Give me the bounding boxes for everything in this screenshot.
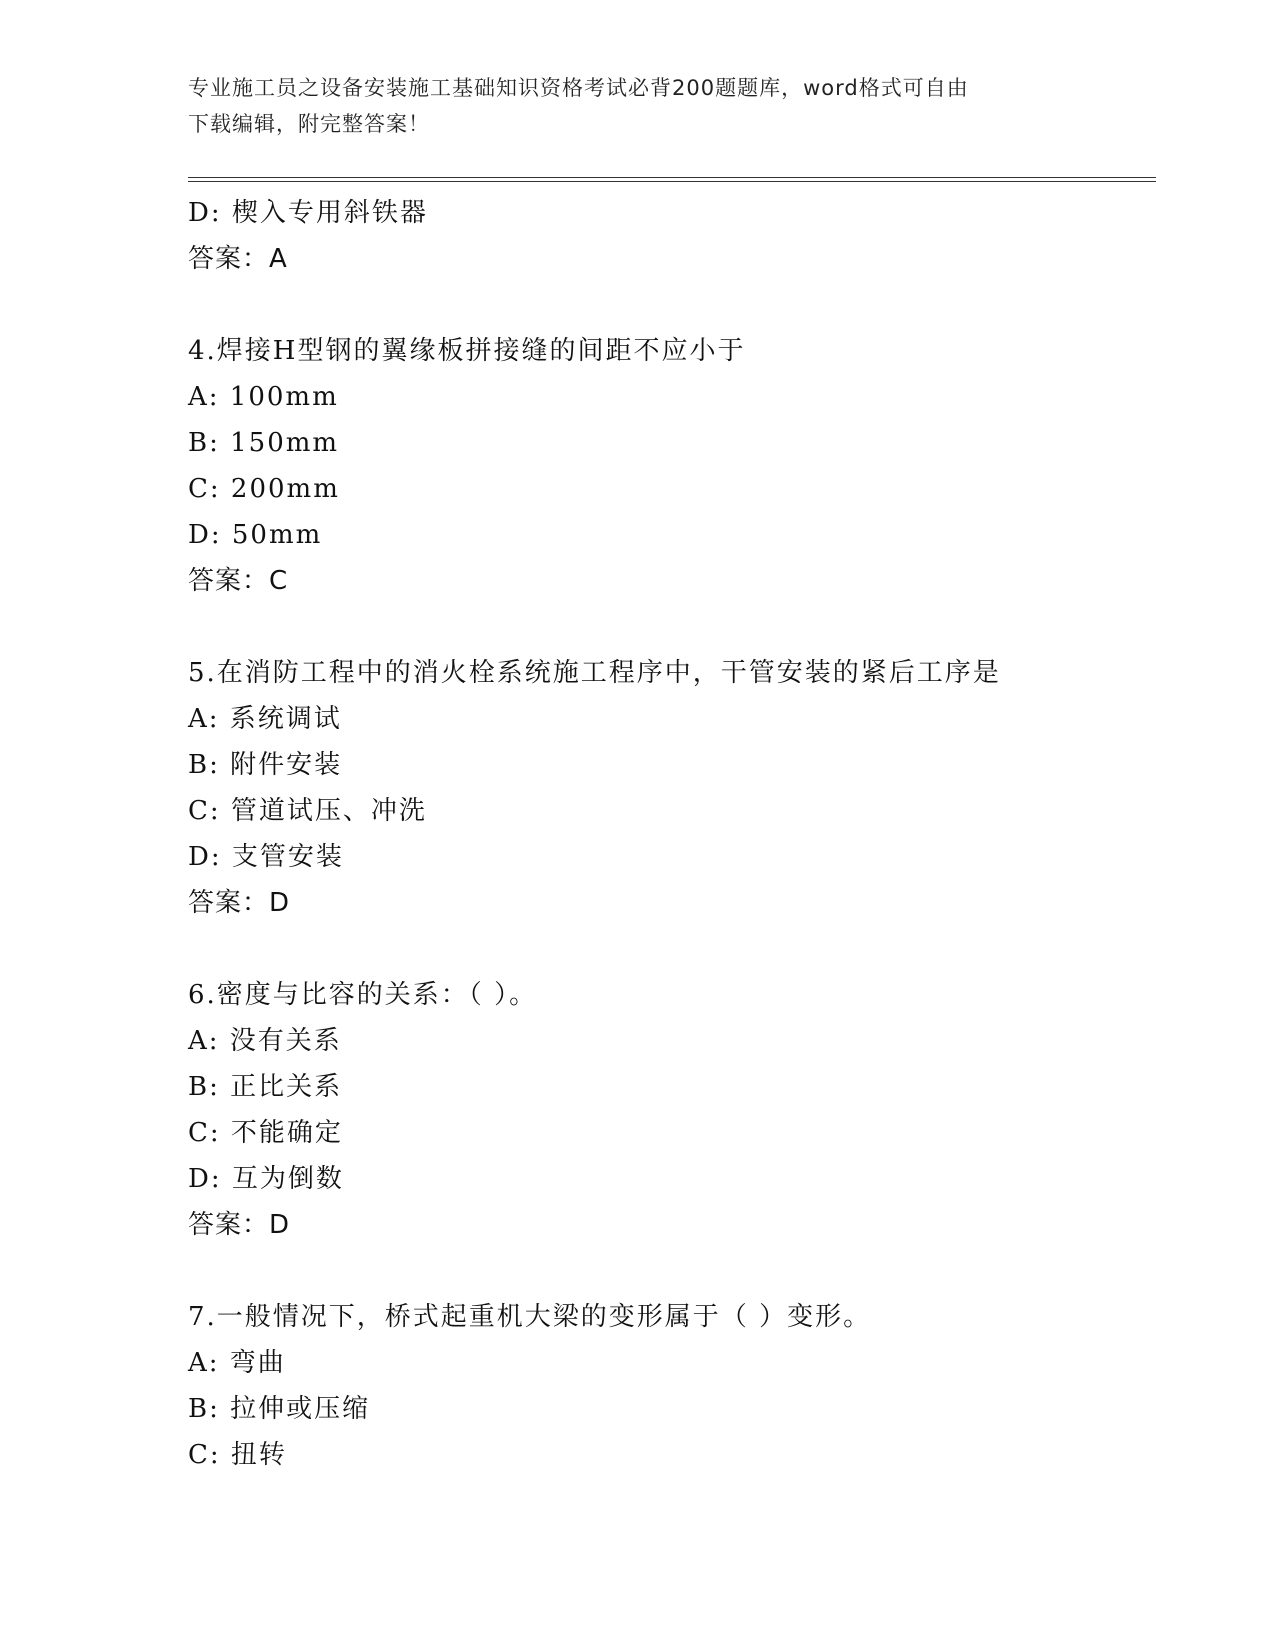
question-stem: 4.焊接H型钢的翼缘板拼接缝的间距不应小于 (188, 336, 746, 366)
option-d: D: 支管安装 (188, 842, 344, 872)
header-line-1: 专业施工员之设备安装施工基础知识资格考试必背200题题库，word格式可自由 (188, 76, 969, 100)
question-4 (188, 328, 1156, 650)
spacer (188, 1248, 1156, 1294)
option-d: D: 50mm (188, 520, 323, 550)
option-d: D: 楔入专用斜铁器 (188, 198, 428, 228)
answer-line: 答案：A (188, 244, 288, 274)
document-header (188, 70, 1088, 142)
option-a: A: 没有关系 (188, 1026, 342, 1056)
option-c: C: 扭转 (188, 1440, 287, 1470)
question-stem: 7.一般情况下，桥式起重机大梁的变形属于（ ）变形。 (188, 1302, 872, 1332)
option-b: B: 正比关系 (188, 1072, 343, 1102)
spacer (188, 926, 1156, 972)
answer-line: 答案：D (188, 1210, 291, 1240)
option-b: B: 150mm (188, 428, 340, 458)
question-6 (188, 972, 1156, 1294)
question-stem: 5.在消防工程中的消火栓系统施工程序中，干管安装的紧后工序是 (188, 658, 1001, 688)
spacer (188, 282, 1156, 328)
question-stem: 6.密度与比容的关系：（ ）。 (188, 980, 538, 1010)
option-a: A: 弯曲 (188, 1348, 286, 1378)
option-c: C: 200mm (188, 474, 340, 504)
question-7 (188, 1294, 1156, 1478)
option-a: A: 系统调试 (188, 704, 342, 734)
header-line-2: 下载编辑，附完整答案！ (188, 112, 430, 136)
spacer (188, 604, 1156, 650)
option-b: B: 附件安装 (188, 750, 343, 780)
option-d: D: 互为倒数 (188, 1164, 344, 1194)
question-5 (188, 650, 1156, 972)
option-c: C: 管道试压、冲洗 (188, 796, 427, 826)
option-b: B: 拉伸或压缩 (188, 1394, 371, 1424)
option-c: C: 不能确定 (188, 1118, 343, 1148)
question-list (188, 190, 1156, 1478)
previous-question-tail (188, 190, 1156, 328)
answer-line: 答案：C (188, 566, 289, 596)
header-divider-bottom (188, 181, 1156, 182)
header-divider-top (188, 177, 1156, 178)
answer-line: 答案：D (188, 888, 291, 918)
option-a: A: 100mm (188, 382, 339, 412)
